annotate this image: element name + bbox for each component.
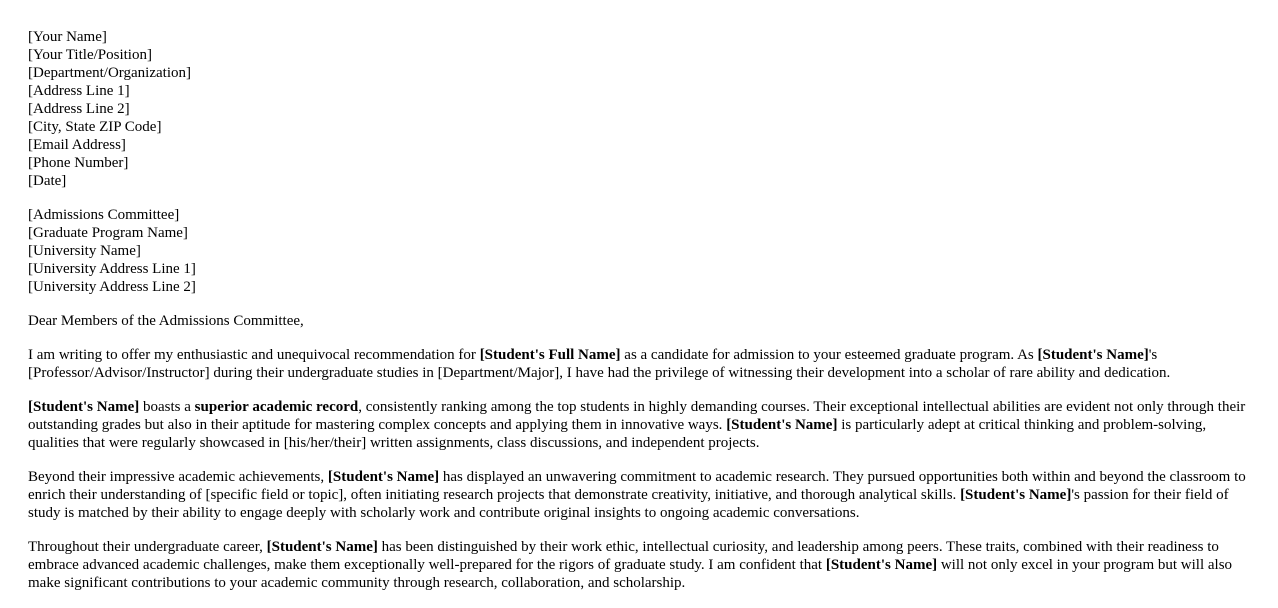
paragraph-academic-record [28,398,1253,452]
text: has been distinguished by their work ethic, intellectual curiosity, and leadership among peers. These traits, combined with their readiness to embrace advanced academic challenges, make them exceptionally well-prepared for the rigors of graduate study. I am confident that [28,539,1219,573]
text: Throughout their undergraduate career, [28,539,267,555]
sender-address-line-1: [Address Line 1] [28,83,130,99]
student-name: [Student's Name] [266,539,378,555]
text: as a candidate for admission to your esteemed graduate program. As [620,347,1038,363]
academic-record-emphasis: superior academic record [194,399,359,415]
text: 's [Professor/Advisor/Instructor] during their undergraduate studies in [Department/Major], I have had the privilege of witnessing their development into a scholar of rare ability and dedication. [28,347,1171,381]
text: 's passion for their field of study is matched by their ability to engage deeply with scholarly work and contribute original insights to ongoing academic conversations. [28,487,1229,521]
sender-address-line-2: [Address Line 2] [28,101,130,117]
text: is particularly adept at critical thinking and problem-solving, qualities that were regularly showcased in [his/her/their] written assignments, class discussions, and independent projects. [28,417,1207,451]
text: Beyond their impressive academic achievements, [28,469,328,485]
student-name: [Student's Name] [28,399,140,415]
text: boasts a [139,399,195,415]
paragraph-introduction [28,346,1253,382]
recipient-address-line-1: [University Address Line 1] [28,261,196,277]
sender-title: [Your Title/Position] [28,47,152,63]
text: has displayed an unwavering commitment to academic research. They pursued opportunities both within and beyond the classroom to enrich their understanding of [specific field or topic], often initiating research projects that demonstrate creativity, initiative, and thorough analytical skills. [28,469,1246,503]
sender-email: [Email Address] [28,137,126,153]
student-name: [Student's Name] [726,417,838,433]
recipient-university: [University Name] [28,243,141,259]
paragraph-character [28,538,1253,592]
recipient-committee: [Admissions Committee] [28,207,180,223]
sender-city-state-zip: [City, State ZIP Code] [28,119,162,135]
text: , consistently ranking among the top students in highly demanding courses. Their exceptional intellectual abilities are evident not only through their outstanding grades but also in their aptitude for mastering complex concepts and applying them in innovative ways. [28,399,1246,433]
recipient-address-line-2: [University Address Line 2] [28,279,196,295]
letter-document [28,28,1253,608]
student-full-name: [Student's Full Name] [479,347,621,363]
sender-phone: [Phone Number] [28,155,129,171]
student-name: [Student's Name] [1037,347,1149,363]
student-name: [Student's Name] [825,557,938,573]
recipient-program: [Graduate Program Name] [28,225,188,241]
paragraph-research [28,468,1253,522]
sender-block [28,28,1253,190]
salutation: Dear Members of the Admissions Committee, [28,313,304,329]
text: I am writing to offer my enthusiastic and unequivocal recommendation for [28,347,480,363]
letter-date: [Date] [28,173,67,189]
text: will not only excel in your program but will also make significant contributions to your academic community through research, collaboration, and scholarship. [28,557,1233,591]
sender-department: [Department/Organization] [28,65,191,81]
sender-name: [Your Name] [28,29,107,45]
recipient-block [28,206,1253,296]
student-name: [Student's Name] [327,469,440,485]
student-name: [Student's Name] [960,487,1072,503]
